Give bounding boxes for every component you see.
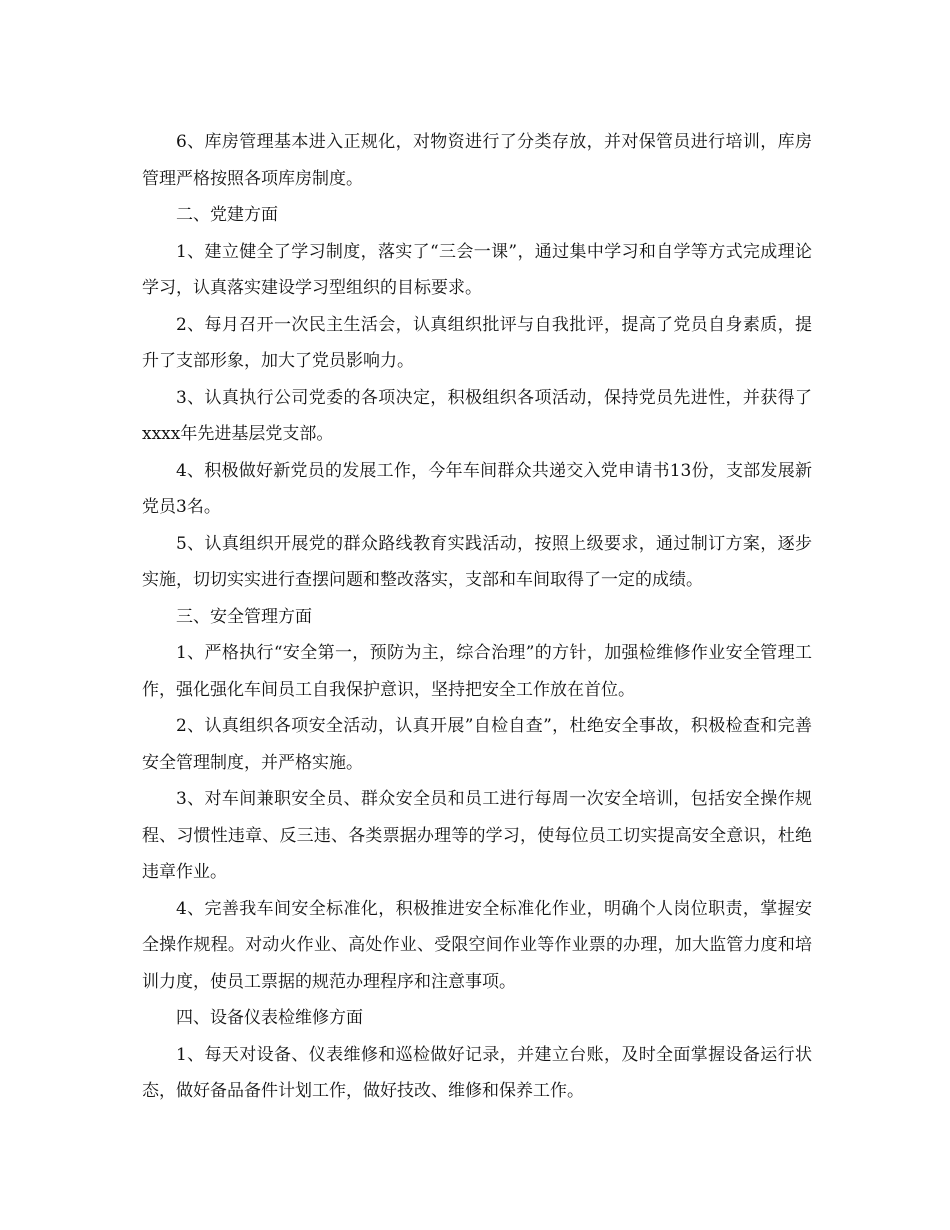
paragraph-safety-2: 2、认真组织各项安全活动，认真开展”自检自查”，杜绝安全事故，积极检查和完善安全管理制度，并严格实施。 [142,716,812,773]
paragraph-equipment-1: 1、每天对设备、仪表维修和巡检做好记录，并建立台账，及时全面掌握设备运行状态，做好备品备件计划工作，做好技改、维修和保养工作。 [142,1044,812,1101]
document-page [142,124,812,1110]
paragraph-party-5: 5、认真组织开展党的群众路线教育实践活动，按照上级要求，通过制订方案，逐步实施，切切实实进行查摆问题和整改落实，支部和车间取得了一定的成绩。 [142,533,812,590]
paragraph-safety-3: 3、对车间兼职安全员、群众安全员和员工进行每周一次安全培训，包括安全操作规程、习惯性违章、反三违、各类票据办理等的学习，使每位员工切实提高安全意识，杜绝违章作业。 [142,789,812,882]
section-heading-equipment: 四、设备仪表检维修方面 [176,1008,363,1028]
paragraph-party-1: 1、建立健全了学习制度，落实了“三会一课”，通过集中学习和自学等方式完成理论学习，认真落实建设学习型组织的目标要求。 [142,241,812,298]
paragraph-party-3: 3、认真执行公司党委的各项决定，积极组织各项活动，保持党员先进性，并获得了xxxx年先进基层党支部。 [142,387,812,444]
section-heading-party-building: 二、党建方面 [176,205,278,225]
section-heading-safety: 三、安全管理方面 [176,606,312,627]
paragraph-safety-4: 4、完善我车间安全标准化，积极推进安全标准化作业，明确个人岗位职责，掌握安全操作规程。对动火作业、高处作业、受限空间作业等作业票的办理，加大监管力度和培训力度，使员工票据的规范办理程序和注意事项。 [142,898,812,992]
paragraph-party-2: 2、每月召开一次民主生活会，认真组织批评与自我批评，提高了党员自身素质，提升了支部形象，加大了党员影响力。 [142,314,812,371]
paragraph-party-4: 4、积极做好新党员的发展工作，今年车间群众共递交入党申请书13份，支部发展新党员3名。 [142,460,812,517]
paragraph-safety-1: 1、严格执行“安全第一，预防为主，综合治理”的方针，加强检维修作业安全管理工作，强化强化车间员工自我保护意识，坚持把安全工作放在首位。 [142,643,812,700]
paragraph-warehouse: 6、库房管理基本进入正规化，对物资进行了分类存放，并对保管员进行培训，库房管理严格按照各项库房制度。 [142,132,812,189]
